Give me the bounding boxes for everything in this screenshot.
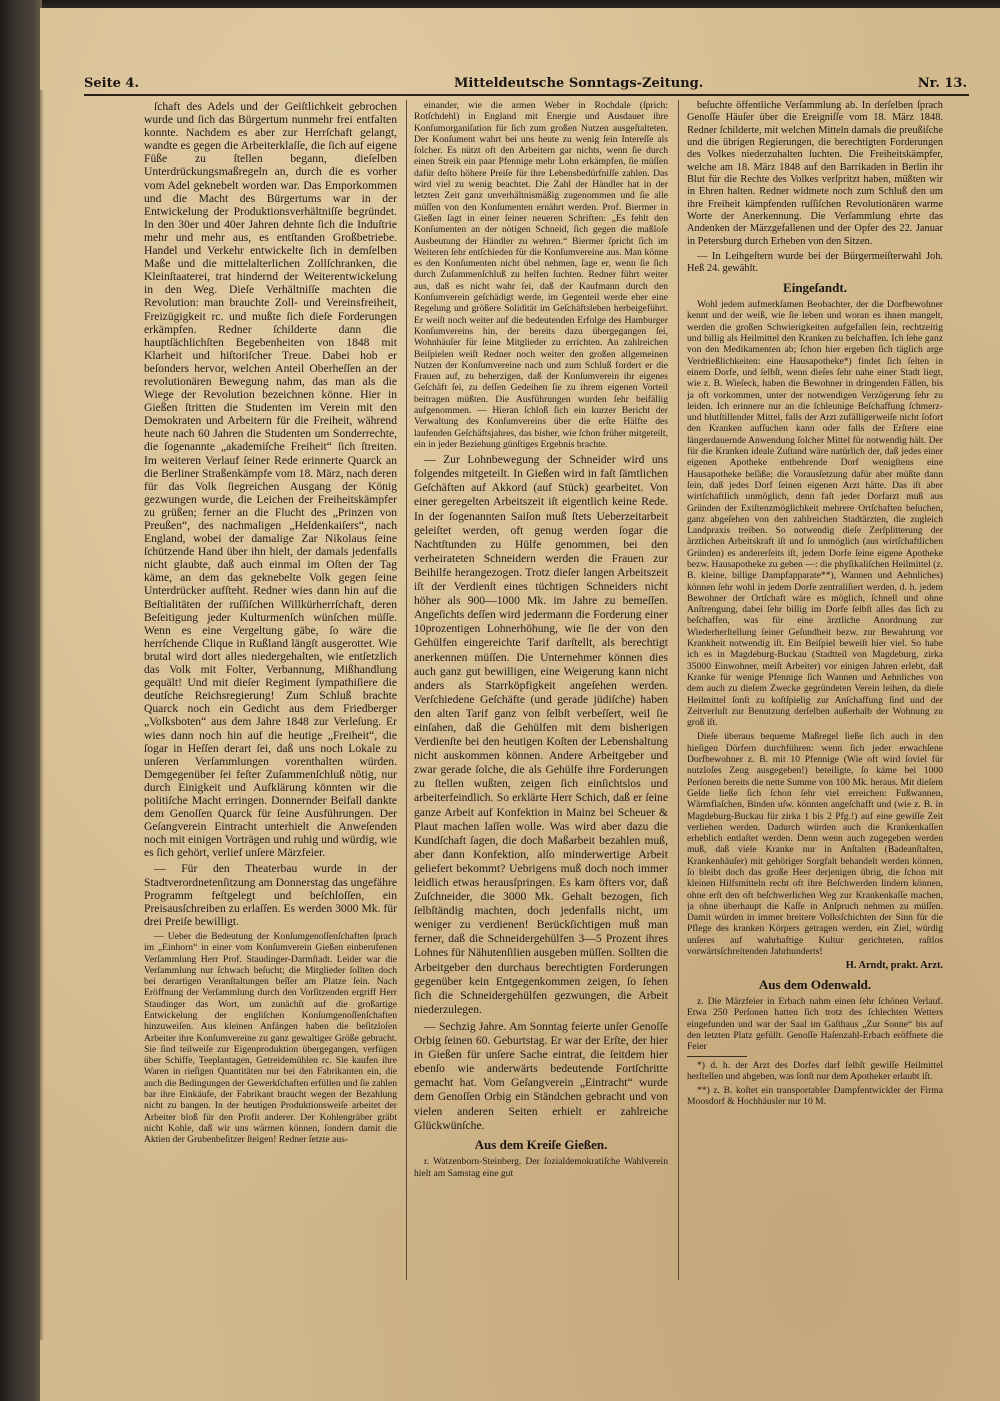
footnote-2: **) z. B. koſtet ein transportabler Dampfentwickler der Firma Moosdorf & Hochhäusler nur 10 M. [687,1084,943,1108]
header-rule [84,94,969,96]
article-konsumgenossenschaften-continued: einander, wie die armen Weber in Rochdale (ſprich: Rotſchdehl) in England mit Energie und Ausdauer ihre Konſumorganiſation für ſich zum großen Nutzen ausgeſtalteten. Der Konſument wahrt bei uns heute zu wenig ſein Intereſſe als ſolcher. Es nützt oft den Arbeitern gar nichts, wenn ſie durch einen Streik ein paar Pfennige mehr Lohn erkämpfen, ſie müſſen dafür deſto höhere Preiſe für ihre Lebensbedürfniſſe zahlen. Das wird viel zu wenig beachtet. Die Zahl der Händler hat in der letzten Zeit ganz unverhältnismäßig zugenommen und ſie alle müſſen von den Konſumenten ernährt werden. Prof. Biermer in Gießen ſagt in einer ſeiner neueren Schriften: „Es fehlt den Konſumenten an der nötigen Schneid, ſich gegen die maßloſe Ausbeutung der Händler zu wehren.“ Biermer ſpricht ſich im Weiteren ſehr entſchieden für die Konſumvereine aus. Man könne es den Konſumenten nicht übel nehmen, ſage er, wenn ſie ſich durch Zuſammenſchluß zu helfen ſuchten. Redner führt weiter aus, daß es nicht wahr ſei, daß der Kaufmann durch den Konſumverein geſchädigt werde, im Gegenteil werde eher eine Regelung und größere Solidität im Geſchäftsleben herbeigeführt. Er weiſt noch weiter auf die bedeutenden Erfolge des Hamburger Konſumvereins hin, der bereits dazu übergegangen ſei, Wohnhäuſer für ſeine Mitglieder zu errichten. An zahlreichen Beiſpielen weiſt Redner noch weiter den großen allgemeinen Nutzen der Konſumvereine nach und zum Schluß fordert er die Frauen auf, zu beherzigen, daß der Konſumverein ihr eigenes Geſchäft ſei, zu deſſen Gedeihen ſie zu ihrem eigenen Vorteil beitragen müßten. Die Ausführungen wurden ſehr beifällig aufgenommen. — Hieran ſchloß ſich ein kurzer Bericht der Verwaltung des Konſumvereins über die erſte Hälfte des laufenden Geſchäftsjahres, das bisher, wie ſchon früher mitgeteilt, ein in jeder Beziehung günſtiges Ergebnis brachte. [414,100,668,450]
issue-number: Nr. 13. [917,76,967,91]
column-divider [678,100,679,1280]
column-1 [144,100,397,1280]
article-konsumgenossenschaften: — Ueber die Bedeutung der Konſumgenoſſenſchaften ſprach im „Einhorn“ in einer vom Konſumverein Gießen einberufenen Verſammlung Herr Prof. Staudinger-Darmſtadt. Leider war die Verſammlung nur ſchwach beſucht; die Mitglieder ſollten doch bei derartigen Veranſtaltungen beſſer am Platze ſein. Nach Eröffnung der Verſammlung durch den Vorſitzenden ergriff Herr Staudinger das Wort, um zunächſt auf die großartige Entwickelung der engliſchen Konſumgenoſſenſchaften hinzuweiſen. Aus kleinen Anfängen haben die beſitzloſen Arbeiter ihre Konſumvereine zu ganz gewaltiger Größe gebracht. Sie ſind teilweiſe zur Eigenproduktion übergegangen, verfügen über Schiffe, Teeplantagen, Getreidemühlen rc. Sie kaufen ihre Waren in rieſigen Quantitäten nur bei den Fabrikanten ein, die auch die Bedingungen der Gewerkſchaften erfüllen und ſie zahlen bar ihre Einkäufe, der Fabrikant braucht wegen der Bezahlung nicht zu bangen. In der heutigen Produktionsweiſe arbeitet der Arbeiter bloß für den Profit anderer. Der Kohlengräber gräbt nicht Kohle, daß wir uns wärmen können, ſondern damit die Aktien der Grubenbeſitzer ſteigen! Redner ſetzte aus- [144,930,397,1146]
article-watzenborn-steinberg: r. Watzenborn-Steinberg. Der ſozialdemokratiſche Wahlverein hielt am Samstag eine gut [414,1156,668,1179]
article-lohnbewegung-schneider: — Zur Lohnbewegung der Schneider wird uns folgendes mitgeteilt. In Gießen wird in faſt ſämtlichen Geſchäften auf Akkord (auf Stück) gearbeitet. Von einer geregelten Arbeitszeit iſt eigentlich keine Rede. In der ſogenannten Saiſon muß ſtets Ueberzeitarbeit geleiſtet werden, oft genug werden ſogar die Nachtſtunden zu Hülfe genommen, bei den verheirateten Schneidern werden die Frauen zur Beihilfe herangezogen. Trotz dieſer langen Arbeitszeit iſt der Verdienſt eines tüchtigen Schneiders nicht höher als 900—1000 Mk. im Jahre zu bemeſſen. Angeſichts deſſen wird jedermann die Forderung einer 10prozentigen Lohnerhöhung, wie ſie der von den Gehülfen eingereichte Tarif darſtellt, als berechtigt anerkennen müſſen. Die Unternehmer können dies auch ganz gut bewilligen, eine Weigerung kann nicht anders als Starrköpfigkeit angeſehen werden. Verſchiedene Geſchäfte (und gerade jüdiſche) haben den alten Tarif ganz von ſelbſt verbeſſert, weil ſie einſahen, daß die Gehülfen mit dem bisherigen Verdienſte bei den heutigen Koſten der Lebenshaltung nicht auskommen können. Andere Arbeitgeber und zwar gerade ſolche, die als Gehülfe ihre Forderungen zu ſtellen wußten, zeigen ſich einſichtslos und arbeiterfeindlich. So erklärte Herr Schich, daß er ſeine ganze Arbeit auf Konfektion in Mainz bei Scheuer & Plaut machen laſſen wolle. Was wird aber dazu die Kundſchaft ſagen, die doch Maßarbeit bezahlen muß, aber dann Konfektion, alſo minderwertige Arbeit geliefert bekommt? Uebrigens muß doch noch immer leidlich etwas herausſpringen. Es kam öfters vor, daß Zuſchneider, die 3000 Mk. Gehalt bezogen, ſich ſelbſtändig machten, doch jedenfalls nicht, um weniger zu verdienen! Berückſichtigen muß man ferner, daß die Schneidergehülfen 3—5 Prozent ihres Lohnes für Nähutenſilien ausgeben müſſen. Sollten die Arbeitgeber den durchaus berechtigten Forderungen gegenüber kein Entgegenkommen zeigen, ſo ſehen ſich die Schneidergehülfen gezwungen, die Arbeit niederzulegen. [414,453,668,1016]
article-eingesandt-text: Wohl jedem aufmerkſamen Beobachter, der die Dorfbewohner kennt und der weiß, wie ſie leben und woran es ihnen mangelt, werden die großen Schwierigkeiten aufgefallen ſein, rechtzeitig und billig als Heilmittel den Kranken zu beſchaffen. Ich ſehe ganz von den Medikamenten ab; ſchon hier ergeben ſich täglich arge Verdrießlichkeiten: eine Hausapotheke*) findet ſich ſelten in einem Dorfe, und ſelbſt, wenn dieſes ſehr nahe einer Stadt liegt, wie z. B. Wieſeck, haben die Bewohner in dringenden Fällen, bis ja oft vorkommen, unter der notwendigen Verzögerung ſehr zu leiden. Ich erinnere nur an die ſchleunige Beſchaffung ſchmerz- und blutſtillender Mittel, falls der Arzt zufälligerweiſe nicht ſofort den Kranken aufſuchen kann oder falls der Erſtere eine längerdauernde Anwendung ſolcher Mittel für notwendig hält. Der für die Kranken ideale Zuſtand wäre natürlich der, daß jedes einer eigenen Apotheke entbehrende Dorf wenigſtens eine Hausapotheke beſäße; die Vorausſetzung dafür aber müßte dann ſein, daß jedes Dorf ſeinen eigenen Arzt hätte. Das iſt aber wirtſchaftlich unmöglich, denn faſt jeder Dorfarzt muß aus Gründen der Exiſtenzmöglichkeit mehrere Ortſchaften beſuchen, ganz abgeſehen von den zahlreichen Stadtärzten, die zugleich Landpraxis treiben. So notwendig dieſe Zerſplitterung der ärztlichen Arbeitskraft iſt und ſo unmöglich (aus wirtſchaftlichen Gründen) es andererſeits iſt, jedem Dorfe ſeine eigene Apotheke bezw. Hausapotheke zu geben —: die phyſikaliſchen Heilmittel (z. B. kleine, billige Dampfapparate**), Wannen und Aehnliches) können ſehr wohl in jedem Dorfe zentraliſiert werden, d. h. jedem Bewohner der Ortſchaft wäre es möglich, ſchnell und ohne Anſtrengung, dabei ſehr billig im Dorfe ſelbſt alles das ſich zu beſchaffen, was für eine ärztliche Anordnung zur Wiederherſtellung ſeiner Geſundheit bezw. zur Bewahrung vor Krankheit notwendig iſt. Ein Beiſpiel beweiſt hier viel. So habe ich es in Magdeburg-Buckau (Stadtteil von Magdeburg, zirka 35000 Einwohner, meiſt Arbeiter) vor einigen Jahren erlebt, daß Kranke für wenige Pfennige ſich Wannen und Aehnliches von dem auch zu dieſem Zwecke gegründeten Verein leihen, da dieſe Heilmittel ſonſt zu koſtſpielig zur Anſchaffung ſind und der Zeitverluſt zur Benutzung derſelben außerhalb der Wohnung zu groß iſt. [687,299,943,729]
article-signature: H. Arndt, prakt. Arzt. [845,960,943,972]
article-leihgestern: — In Leihgeſtern wurde bei der Bürgermeiſterwahl Joh. Heß 24. gewählt. [687,251,943,275]
page-gutter-shadow [40,90,44,1340]
column-2 [414,100,668,1280]
article-maerzfeier-text: ſchaft des Adels und der Geiſtlichkeit gebrochen wurde und ſich das Bürgertum nunmehr frei entfalten konnte. Nachdem es aber zur Herrſchaft gelangt, wandte es gegen die Arbeiterklaſſe, die ſich auf eigene Füße zu ſtellen begann, dieſelben Unterdrückungsmaßregeln an, durch die es vorher vom Adel geknebelt worden war. Das Emporkommen und die Macht des Bürgertums war in der Entwickelung der Produktionsverhältniſſe begründet. In den 30er und 40er Jahren dehnte ſich die Induſtrie mehr und mehr aus, es entſtanden Großbetriebe. Handel und Verkehr entwickelte ſich in demſelben Maße und die mittelalterlichen Zollſchranken, die Kleinſtaaterei, trat hindernd der Weiterentwickelung in den Weg. Dieſe Verhältniſſe machten die Revolution: man brauchte Zoll- und Vereinsfreiheit, Freizügigkeit rc. und mußte ſich dieſe Forderungen erkämpfen. Redner ſchilderte dann die hauptſächlichſten Begebenheiten von 1848 mit Klarheit und hiſtoriſcher Treue. Dabei hob er beſonders hervor, welchen Anteil Oberheſſen an der revolutionären Bewegung nahm, das man als die Wiege der Revolution bezeichnen könne. Hier in Gießen ſtritten die Studenten im Verein mit den Demokraten und Arbeitern für die Freiheit, während heute nach 60 Jahren die Studenten um Sonderrechte, die ſogenannte „akademiſche Freiheit“ ſich ſtreiten. Im weiteren Verlauf ſeiner Rede erinnerte Quarck an die Berliner Straßenkämpfe vom 18. März, nach deren für das Volk ſiegreichen Ausgang der König gezwungen wurde, die Leichen der Freiheitskämpfer zu grüßen; ferner an die Flucht des „Prinzen von Preußen“, des nachmaligen „Heldenkaiſers“, nach England, wobei der damalige Zar Nikolaus ſeine ſchützende Hand über ihn hielt, der damals jedenfalls nicht glaubte, daß auch einmal im Oſten der Tag käme, an dem das geknebelte Volk gegen ſeine Unterdrücker aufſteht. Redner wies dann hin auf die Beſtialitäten der ruſſiſchen Willkürherrſchaft, deren Beſeitigung jeder Kulturmenſch wünſchen müſſe. Wenn es eine Vergeltung gäbe, ſo wäre die herrſchende Clique in Rußland längſt ausgerottet. Wie brutal wird dort alles niedergehalten, wie entſetzlich das Volk mit Folter, Verbannung, Mißhandlung gequält! Und mit dieſer Regiment ſympathiſiere die deutſche Reichsregierung! Zum Schluß brachte Quarck noch ein Gedicht aus dem Friedberger „Volksboten“ aus dem Jahre 1848 zur Verleſung. Er wies dann noch hin auf die heutige „Freiheit“, die ſogar in Heſſen derart ſei, daß uns noch Lokale zu unſeren Verſammlungen vorenthalten würden. Demgegenüber ſei feſter Zuſammenſchluß nötig, nur durch Einigkeit und Aufklärung könnten wir die politiſche Macht erringen. Donnernder Beifall dankte dem Genoſſen Quarck für ſeine Ausführungen. Der Geſangverein Eintracht unterhielt die Anweſenden noch mit einigen Vorträgen und ruhig und würdig, wie es ſich gehört, verlief unſere Märzfeier. [144,100,397,860]
footnote-1: *) d. h. der Arzt des Dorfes darf ſelbſt gewiſſe Heilmittel herſtellen und abgeben, was ſonſt nur dem Apotheker erlaubt iſt. [687,1059,943,1082]
section-heading-odenwald: Aus dem Odenwald. [758,976,872,992]
column-divider [406,100,407,1280]
article-watzenborn-continued: beſuchte öffentliche Verſammlung ab. In derſelben ſprach Genoſſe Häuſer über die Ereigniſſe vom 18. März 1848. Redner ſchilderte, mit welchen Mitteln damals die preußiſche und die übrigen Regierungen, die berechtigten Forderungen des Volkes niederzuhalten ſuchten. Die Freiheitskämpfer, welche am 18. März 1848 auf den Barrikaden in Berlin ihr Blut für die Rechte des Volkes verſpritzt haben, müßten wir in Ehren halten. Redner widmete noch zum Schluß den um ihre Freiheit kämpfenden ruſſiſchen Revolutionären warme Worte der Anerkennung. Die Verſammlung ehrte das Andenken der Märzgefallenen und der Opfer des 22. Januar in Petersburg durch Erheben von den Sitzen. [687,100,943,247]
book-binding [0,0,42,1401]
column-3 [687,100,943,1280]
page-number: Seite 4. [84,76,139,91]
footnote-rule [687,1056,747,1057]
newspaper-title: Mitteldeutsche Sonntags-Zeitung. [454,76,704,91]
article-sechzig-jahre: — Sechzig Jahre. Am Sonntag feierte unſer Genoſſe Orbig ſeinen 60. Geburtstag. Er war der Erſte, der hier in Gießen für unſere Sache eintrat, die ſeitdem hier ebenſo wie anderwärts bedeutende Fortſchritte gemacht hat. Vom Geſangverein „Eintracht“ wurde dem Genoſſen Orbig ein Ständchen gebracht und von vielen anderen Seiten erhielt er zahlreiche Glückwünſche. [414,1019,668,1132]
article-maerzfeier-erbach: z. Die Märzfeier in Erbach nahm einen ſehr ſchönen Verlauf. Etwa 250 Perſonen hatten ſich trotz des ſchlechten Wetters eingefunden und war der Saal im Gaſthaus „Zur Sonne“ bis auf den letzten Platz gefüllt. Genoſſe Haſenzahl-Erbach eröffnete die Feier [687,996,943,1053]
article-eingesandt-text-2: Dieſe überaus bequeme Maßregel ließe ſich auch in den hieſigen Dörfern durchführen: wenn ſich jeder erwachſene Dorfbewohner z. B. mit 10 Pfennige (Wie oft wird ſoviel für nutzloſes Zeug ausgegeben!) beteiligte, ſo käme bei 1000 Perſonen bereits die nette Summe von 100 Mk. heraus. Mit dieſem Gelde ließe ſich ſchon ſehr viel erreichen: Fußwannen, Wärmflaſchen, Binden uſw. könnten angeſchafft und (wie z. B. in Magdeburg-Buckau für zirka 1 bis 2 Pfg.!) auf eine gewiſſe Zeit verliehen werden. Dadurch würden auch die Krankenkaſſen erheblich entlaſtet werden. Denn wenn auch zugegeben werden muß, daß viele Kranke nur in Anſtalten (Badeanſtalten, Krankenhäuſer) mit gehöriger Sorgfalt behandelt werden können, ſo bleibt doch das große Heer derjenigen übrig, die ſchon mit kleinen Hilfsmitteln recht oft ihre Beſchwerden lindern können, ohne erſt den oft beſchwerlichen Weg zur Krankenkaſſe machen, ja ohne überhaupt die Kaſſe in Anſpruch nehmen zu müſſen. Damit würden in immer breitere Volksſchichten der Sinn für die Pflege des kranken Körpers getragen werden, ein Ziel, würdig unſeres auf wahrhaftige Kultur gerichteten, raſtlos vorwärtsſchreitenden Jahrhunderts! [687,731,943,958]
section-heading-eingesandt: Eingeſandt. [783,279,847,295]
section-heading-kreis-giessen: Aus dem Kreiſe Gießen. [474,1136,608,1152]
page-header [84,74,969,94]
article-theaterbau: — Für den Theaterbau wurde in der Stadtverordnetenſitzung am Donnerstag das ungefähre Programm feſtgelegt und beſchloſſen, ein Preisausſchreiben zu erlaſſen. Es werden 3000 Mk. für drei Preiſe bewilligt. [144,862,397,928]
